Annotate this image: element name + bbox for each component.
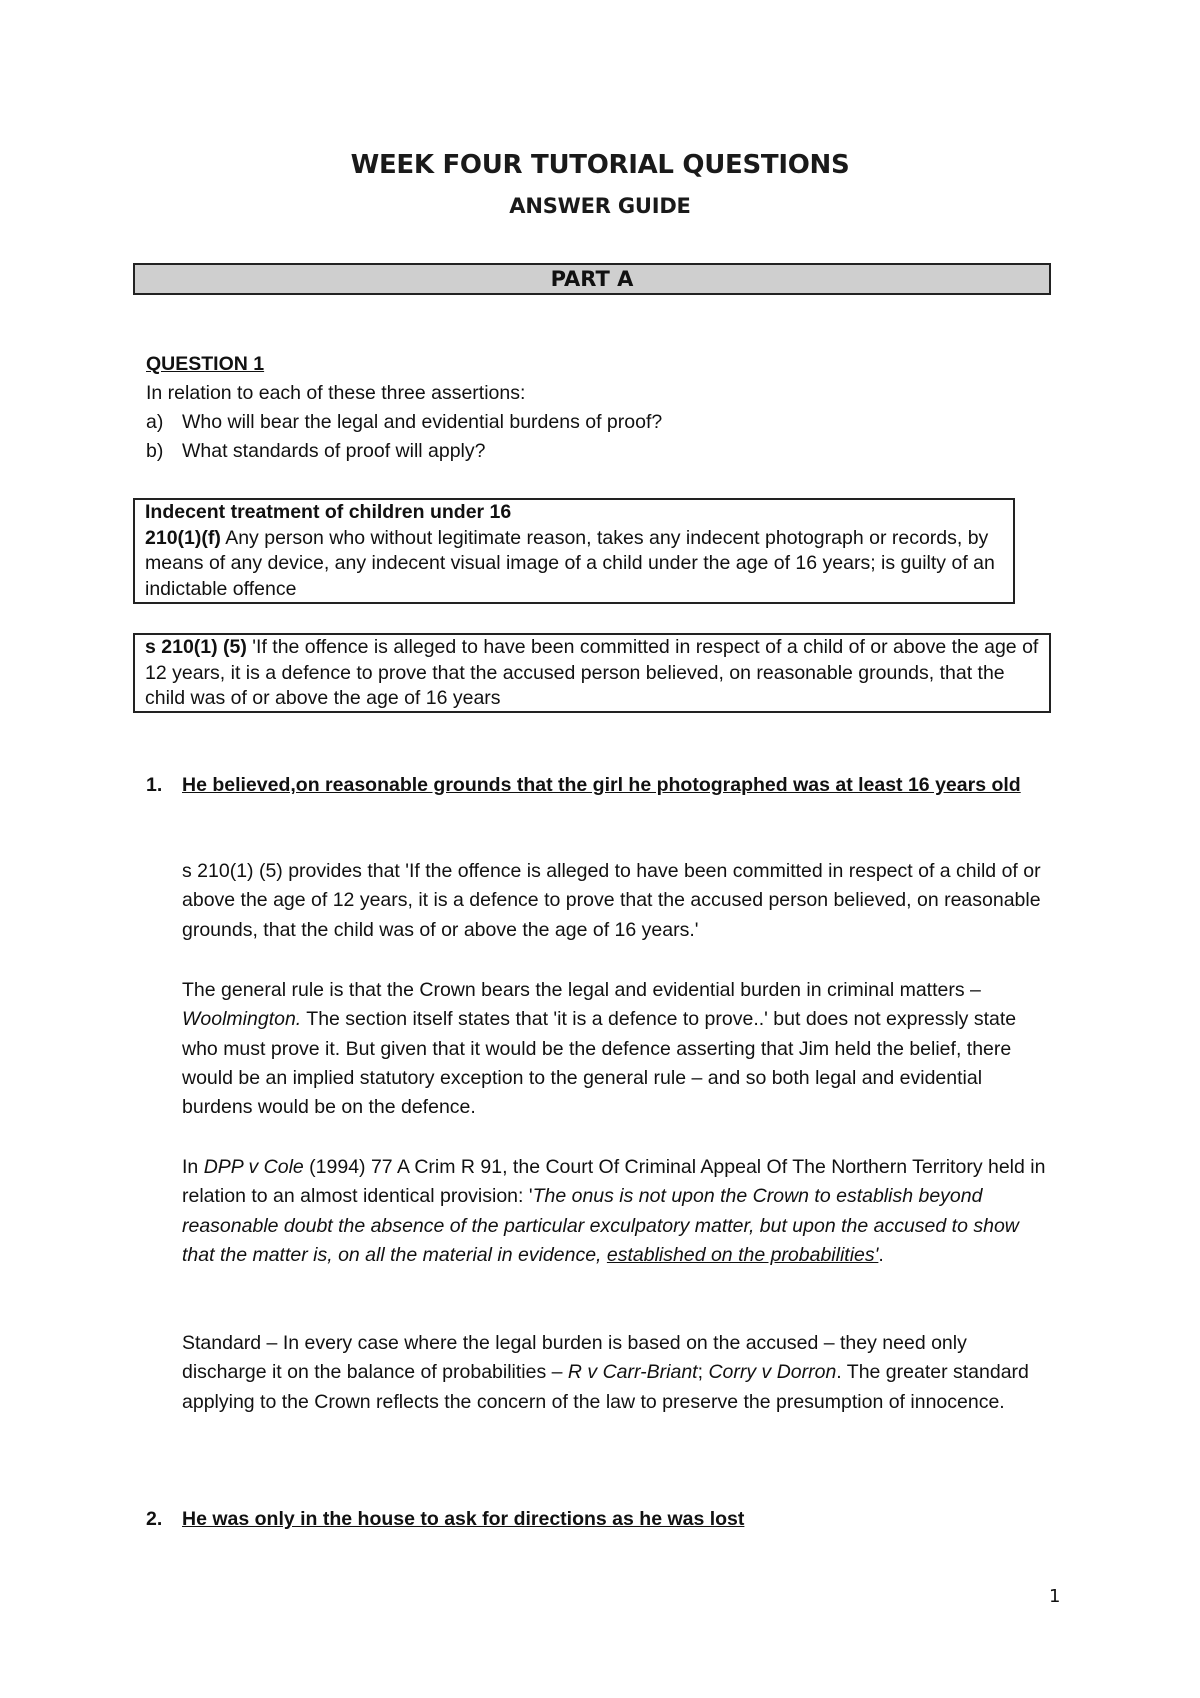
- statute-box-title: Indecent treatment of children under 16: [145, 501, 512, 523]
- case-corry-v-dorron: Corry v Dorron: [708, 1361, 837, 1384]
- statute-section-label: 210(1)(f): [145, 526, 221, 549]
- item-2-heading-text: He was only in the house to ask for directions as he was lost: [182, 1508, 745, 1530]
- item-1-paragraph-2: [182, 976, 1056, 1122]
- item-1-paragraph-1: s 210(1) (5) provides that 'If the offence is alleged to have been committed in respect of a child of or above the age of 12 years, it is a defence to prove that the accused person believed, on reasonable grounds, that the child was of or above the age of 16 years.': [182, 860, 1041, 941]
- question-1-intro: In relation to each of these three assertions:: [146, 382, 526, 404]
- item-1-heading: [146, 771, 1046, 800]
- p3-end: .: [878, 1243, 884, 1266]
- item-2-number: 2.: [146, 1508, 163, 1530]
- item-1-heading-text: He believed,on reasonable grounds that the girl he photographed was at least 16 years old: [182, 774, 1021, 796]
- p4-text-a: Standard – In every case where the legal burden is based on the accused – they need only discharge it on the balance of probabilities –: [182, 1332, 967, 1384]
- part-a-bar: PART A: [133, 263, 1051, 295]
- statute-box-210-1-5: [133, 633, 1051, 713]
- p3-quote: The onus is not upon the Crown to establish beyond reasonable doubt the absence of the particular exculpatory matter, but upon the accused to show that the matter is, on all the material in evidence,: [182, 1185, 1019, 1266]
- statute-text: Any person who without legitimate reason, takes any indecent photograph or records, by means of any device, any indecent visual image of a child under the age of 16 years; is guilty of an indictable offence: [145, 526, 995, 600]
- question-1-block: [146, 350, 1046, 466]
- p3-text-a: In: [182, 1156, 204, 1178]
- item-2-heading: [146, 1505, 1046, 1534]
- item-b-text: What standards of proof will apply?: [182, 440, 486, 462]
- p3-quote-underlined: established on the probabilities': [606, 1243, 879, 1266]
- question-1-heading: QUESTION 1: [146, 353, 265, 375]
- p2-text-a: The general rule is that the Crown bears the legal and evidential burden in criminal matters –: [182, 979, 981, 1001]
- page-number: 1: [1049, 1586, 1061, 1607]
- document-subtitle: ANSWER GUIDE: [509, 194, 691, 218]
- case-woolmington: Woolmington.: [182, 1008, 302, 1031]
- question-1-item-b: [146, 437, 1046, 466]
- case-dpp-v-cole: DPP v Cole: [203, 1156, 304, 1178]
- item-1-number: 1.: [146, 774, 163, 796]
- question-1-item-a: [146, 408, 1046, 437]
- statute-section-label: s 210(1) (5): [145, 636, 247, 658]
- p4-separator: ;: [697, 1361, 709, 1384]
- document-title: WEEK FOUR TUTORIAL QUESTIONS: [350, 150, 850, 180]
- statute-box-body: [145, 526, 1003, 603]
- item-a-label: a): [146, 411, 164, 433]
- item-1-paragraph-4: [182, 1329, 1056, 1417]
- statute-text: 'If the offence is alleged to have been committed in respect of a child of or above the age of 12 years, it is a defence to prove that the accused person believed, on reasonable grounds, that the child was of or above the age of 16 years: [145, 636, 1039, 709]
- p4-text-b: . The greater standard applying to the Crown reflects the concern of the law to preserve the presumption of innocence.: [182, 1361, 1029, 1413]
- statute-box-210-1-f: [133, 498, 1015, 604]
- item-1-paragraph-3: [182, 1153, 1056, 1270]
- item-b-label: b): [146, 440, 164, 462]
- item-a-text: Who will bear the legal and evidential burdens of proof?: [182, 411, 663, 433]
- case-r-v-carr-briant: R v Carr-Briant: [567, 1361, 698, 1384]
- p2-text-b: The section itself states that 'it is a defence to prove..' but does not expressly state who must prove it. But given that it would be the defence asserting that Jim held the belief, there would be an implied statutory exception to the general rule – and so both legal and evidential burdens would be on the defence.: [182, 1008, 1017, 1119]
- p3-text-b: (1994) 77 A Crim R 91, the Court Of Criminal Appeal Of The Northern Territory held in relation to an almost identical provision: ': [182, 1156, 1046, 1208]
